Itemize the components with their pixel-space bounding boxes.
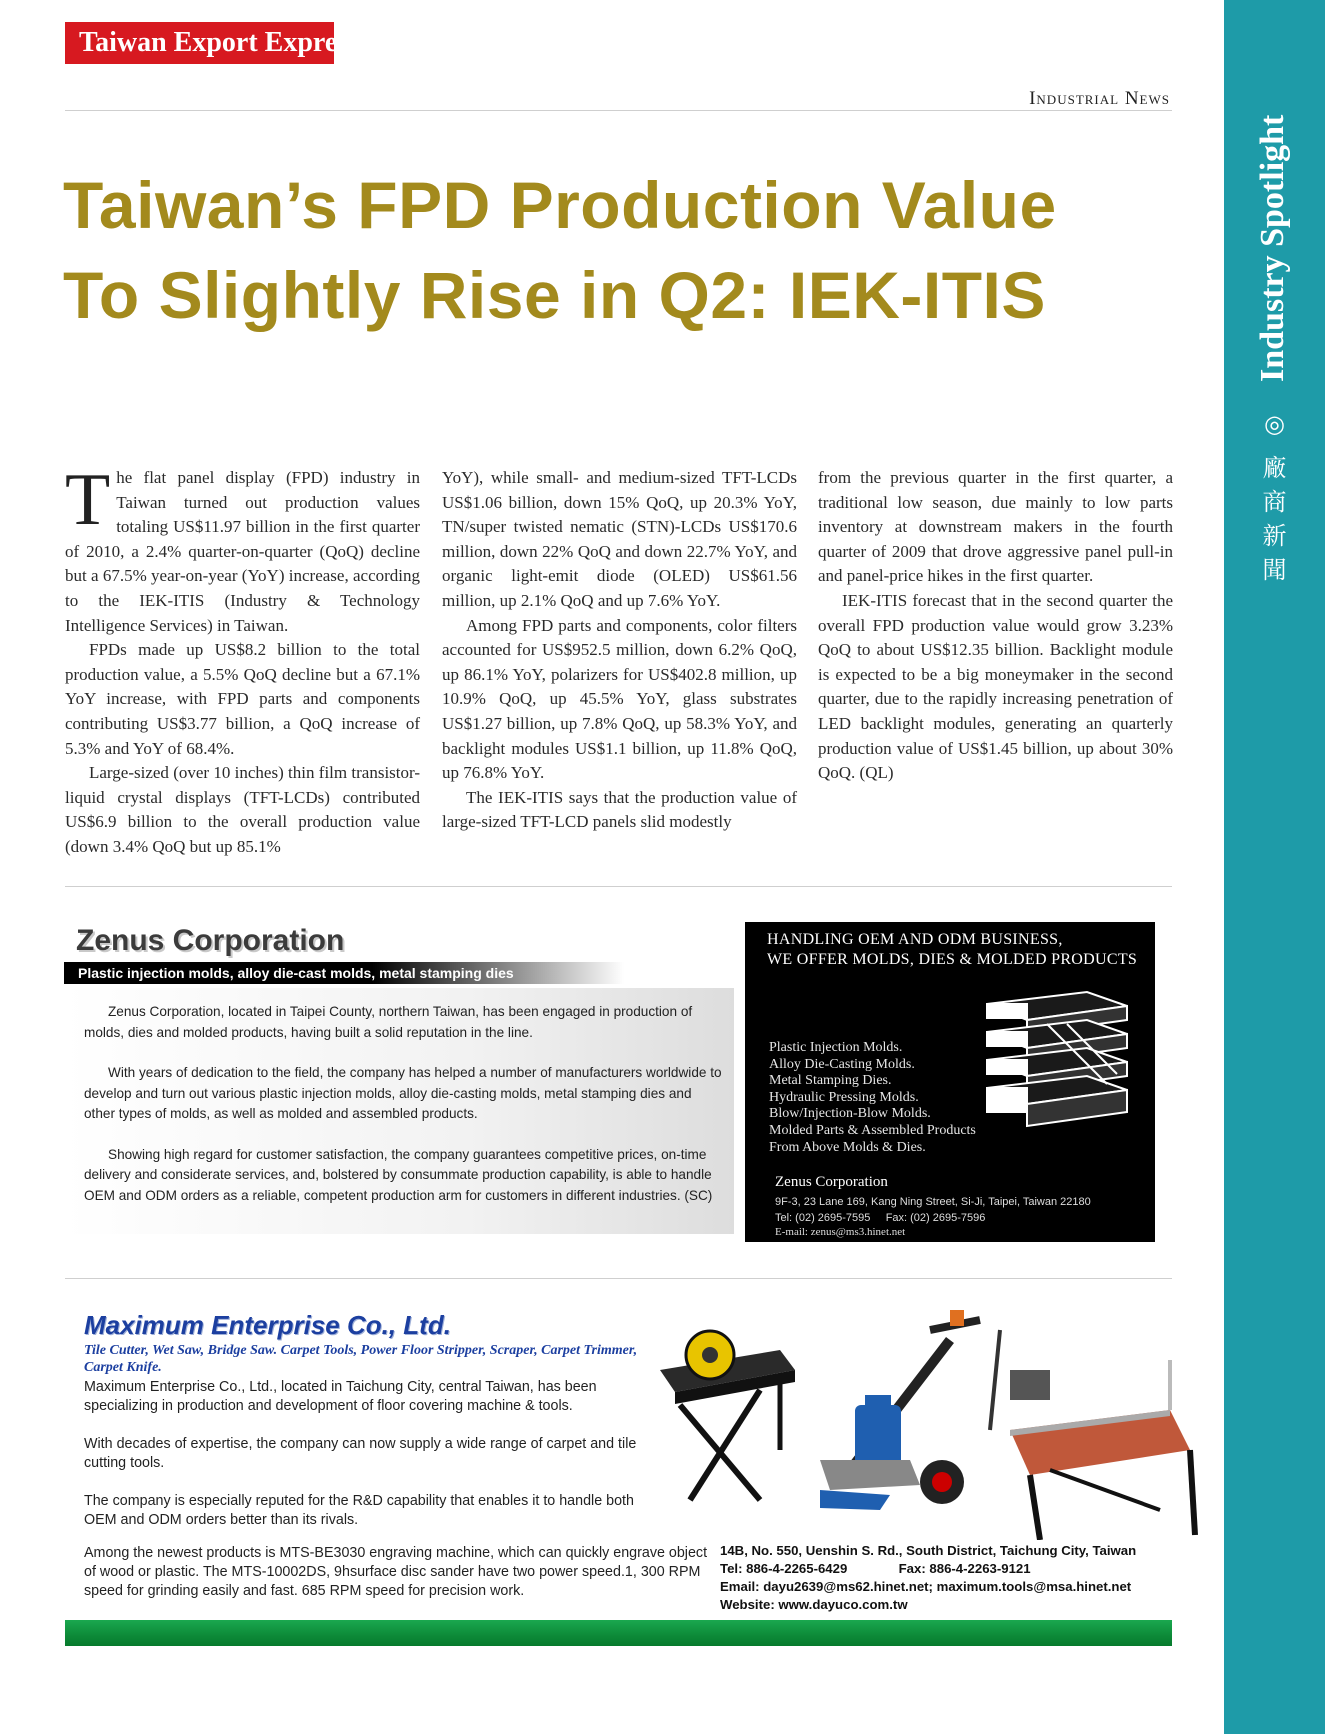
maximum-product-line: Tile Cutter, Wet Saw, Bridge Saw. Carpet Tools, Power Floor Stripper, Scraper, Carpet Trimmer, Carpet Knife. <box>84 1343 638 1375</box>
bridge-saw-icon <box>990 1330 1195 1540</box>
zenus-advertisement <box>745 922 1155 1242</box>
article-paragraph: IEK-ITIS forecast that in the second quarter the overall FPD production value would grow 3.23% QoQ to about US$12.35 billion. Backlight module is expected to be a big moneymaker in the second quarter, due to the rapidly increasing penetration of LED backlight modules, generating an quarterly production value of US$1.45 billion, up about 30% QoQ. (QL) <box>818 590 1173 783</box>
sidebar-cjk-1: 廠 <box>1262 454 1287 482</box>
tile-cutter-icon <box>660 1331 795 1500</box>
maximum-tel: Tel: 886-4-2265-6429 <box>720 1561 848 1576</box>
ad-product-list <box>769 1040 976 1156</box>
maximum-fax: Fax: 886-4-2263-9121 <box>898 1561 1031 1576</box>
ad-tel: Tel: (02) 2695-7595 <box>775 1212 871 1224</box>
article-column-3 <box>818 466 1173 786</box>
maximum-address: 14B, No. 550, Uenshin S. Rd., South District, Taichung City, Taiwan <box>720 1543 1137 1558</box>
maximum-paragraph: With decades of expertise, the company can now supply a wide range of carpet and tile cutting tools. <box>84 1436 637 1471</box>
sidebar-cjk-2: 商 <box>1262 488 1287 516</box>
zenus-paragraph: With years of dedication to the field, the company has helped a number of manufacturers worldwide to develop and turn out various plastic injection molds, alloy die-casting molds, metal stamping dies and other types of molds, as well as molded and assembled products. <box>84 1065 722 1121</box>
headline-line-2: To Slightly Rise in Q2: IEK-ITIS <box>63 258 1046 332</box>
maximum-paragraph: The company is especially reputed for the R&D capability that enables it to handle both OEM and ODM orders better than its rivals. <box>84 1493 634 1528</box>
footer-green-bar <box>65 1620 1172 1646</box>
maximum-company-name: Maximum Enterprise Co., Ltd. <box>84 1310 451 1340</box>
publication-tag: Taiwan Export Express <box>65 22 334 64</box>
section-divider <box>65 886 1172 887</box>
ad-list-item: Metal Stamping Dies. <box>769 1073 892 1089</box>
zenus-description <box>64 988 734 1234</box>
maximum-email: Email: dayu2639@ms62.hinet.net; maximum.tools@msa.hinet.net <box>720 1579 1132 1594</box>
article-headline <box>63 160 1203 340</box>
ad-address: 9F-3, 23 Lane 169, Kang Ning Street, Si-Ji, Taipei, Taiwan 22180 <box>775 1196 1091 1208</box>
ad-contact <box>775 1194 1091 1226</box>
headline-line-1: Taiwan’s FPD Production Value <box>63 168 1057 242</box>
drop-cap: T <box>65 459 111 541</box>
header-divider <box>65 110 1172 111</box>
sidebar <box>1224 0 1325 1734</box>
ad-list-item: From Above Molds & Dies. <box>769 1139 926 1155</box>
ad-list-item: Hydraulic Pressing Molds. <box>769 1089 919 1105</box>
article-paragraph: The flat panel display (FPD) industry in Taiwan turned out production values totaling US$11.97 billion in the first quarter of 2010, a 2.4% quarter-on-quarter (QoQ) decline but a 67.5% year-on-year (YoY) increase, according to the IEK-ITIS (Industry & Technology Intelligence Services) in Taiwan. <box>65 459 420 635</box>
ad-email: E-mail: zenus@ms3.hinet.net <box>775 1226 906 1238</box>
sidebar-title: Industry Spotlight <box>1254 114 1291 382</box>
zenus-paragraph: Zenus Corporation, located in Taipei County, northern Taiwan, has been engaged in production of molds, dies and molded products, having built a solid reputation in the line. <box>84 1004 693 1040</box>
maximum-website: Website: www.dayuco.com.tw <box>720 1597 908 1612</box>
floor-stripper-icon <box>820 1310 980 1510</box>
section-divider <box>65 1278 1172 1279</box>
ad-fax: Fax: (02) 2695-7596 <box>885 1212 986 1224</box>
maximum-contact <box>720 1542 1190 1614</box>
article-paragraph: Large-sized (over 10 inches) thin film transistor-liquid crystal displays (TFT-LCDs) contributed US$6.9 billion to the overall production value (down 3.4% QoQ but up 85.1% <box>65 763 420 856</box>
sidebar-cjk-3: 新 <box>1262 522 1287 550</box>
article-paragraph: from the previous quarter in the first quarter, a traditional low season, due mainly to low parts inventory at downstream makers in the fourth quarter of 2009 that drove aggressive panel pull-in and panel-price hikes in the first quarter. <box>818 468 1173 586</box>
article-column-2 <box>442 466 797 835</box>
section-label: Industrial News <box>1029 88 1170 109</box>
article-paragraph: The IEK-ITIS says that the production value of large-sized TFT-LCD panels slid modestly <box>442 787 797 832</box>
zenus-tagline: Plastic injection molds, alloy die-cast molds, metal stamping dies <box>64 962 624 984</box>
maximum-paragraph: Among the newest products is MTS-BE3030 engraving machine, which can quickly engrave object of wood or plastic. The MTS-10002DS, 9hsurface disc sander have two power speed.1, 300 RPM speed for grinding easily and fast. 685 RPM speed for precision work. <box>84 1545 708 1599</box>
product-photos <box>650 1310 1210 1540</box>
ad-headline: HANDLING OEM AND ODM BUSINESS, WE OFFER MOLDS, DIES & MOLDED PRODUCTS <box>767 931 1138 968</box>
article-paragraph: FPDs made up US$8.2 billion to the total production value, a 5.5% QoQ decline but a 67.1% YoY increase, with FPD parts and components contributing US$3.77 billion, a QoQ increase of 5.3% and YoY of 68.4%. <box>65 640 420 758</box>
article-paragraph: Among FPD parts and components, color filters accounted for US$952.5 million, down 6.2% QoQ, up 86.1% YoY, polarizers for US$402.8 million, up 10.9% QoQ, up 45.5% YoY, glass substrates US$1.27 billion, up 7.8% QoQ, up 58.3% YoY, and backlight modules US$1.1 billion, up 11.8% QoQ, up 76.8% YoY. <box>442 615 797 783</box>
zenus-paragraph: Showing high regard for customer satisfaction, the company guarantees competitive prices, on-time delivery and considerate services, and, bolstered by consummate production capability, is able to handle OEM and ODM orders as a reliable, competent production arm for customers in different industries. (SC) <box>84 1146 713 1203</box>
ad-company-name: Zenus Corporation <box>775 1174 888 1190</box>
article-column-1 <box>65 459 420 860</box>
ad-list-item: Molded Parts & Assembled Products <box>769 1122 976 1138</box>
ad-list-item: Alloy Die-Casting Molds. <box>769 1056 915 1072</box>
zenus-company-name: Zenus Corporation <box>76 924 345 957</box>
maximum-description <box>84 1378 644 1549</box>
article-paragraph: YoY), while small- and medium-sized TFT-LCDs US$1.06 billion, down 15% QoQ, up 20.3% YoY, TN/super twisted nematic (STN)-LCDs US$170.6 million, down 22% QoQ and down 22.7% YoY, and organic light-emit diode (OLED) US$61.56 million, up 2.1% QoQ and up 7.6% YoY. <box>442 468 797 610</box>
sidebar-cjk-4: 聞 <box>1262 556 1287 584</box>
ad-list-item: Plastic Injection Molds. <box>769 1040 903 1055</box>
mold-illustration-icon <box>977 984 1137 1134</box>
maximum-paragraph: Maximum Enterprise Co., Ltd., located in Taichung City, central Taiwan, has been specializing in production and development of floor covering machine & tools. <box>84 1379 597 1414</box>
ad-list-item: Blow/Injection-Blow Molds. <box>769 1106 931 1122</box>
sidebar-symbol: ◎ <box>1264 410 1285 438</box>
